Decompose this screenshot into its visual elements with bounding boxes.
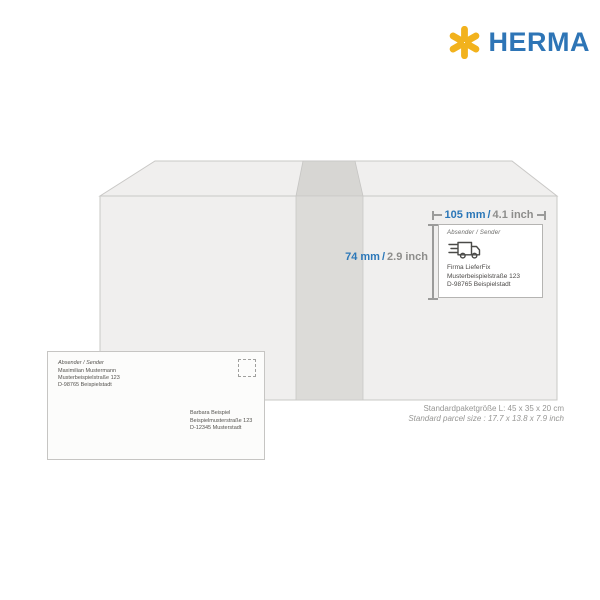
- herma-logo: [448, 26, 591, 59]
- width-mm-value: 105 mm: [444, 208, 486, 221]
- envelope-recipient-name: Barbara Beispiel: [190, 410, 231, 416]
- parcel-size-caption: [408, 404, 564, 424]
- envelope-sender-city: D-98765 Beispielstadt: [58, 382, 112, 388]
- envelope-sender-street: Musterbeispielstraße 123: [58, 375, 120, 381]
- dimension-separator: /: [381, 251, 386, 263]
- height-inch-value: 2.9 inch: [387, 251, 428, 263]
- parcel-size-imperial: Standard parcel size : 17.7 x 13.8 x 7.9 inch: [408, 414, 564, 423]
- brand-name: HERMA: [488, 27, 590, 57]
- parcel-size-metric: Standardpaketgröße L: 45 x 35 x 20 cm: [423, 404, 564, 413]
- envelope-recipient-street: Beispielmusterstraße 123: [190, 417, 253, 424]
- parcel-tape-front: [296, 196, 363, 400]
- label-sender-caption: Absender / Sender: [447, 230, 501, 236]
- dimension-line: [432, 224, 434, 300]
- dimension-line: [434, 214, 442, 216]
- herma-asterisk-icon: [448, 26, 481, 59]
- dimension-endcap-right: [544, 211, 546, 220]
- label-company: Firma LieferFix: [447, 264, 491, 271]
- label-address-block: [447, 264, 538, 290]
- delivery-truck-icon: [447, 239, 538, 262]
- height-dimension-line: [428, 224, 438, 300]
- envelope-sender-name: Maximilian Mustermann: [58, 368, 117, 374]
- width-dimension: [432, 208, 546, 222]
- envelope: [47, 351, 265, 460]
- stamp-placeholder: [238, 359, 256, 377]
- envelope-recipient-city: D-12345 Musterstadt: [190, 425, 242, 431]
- envelope-recipient-block: [190, 410, 252, 433]
- label-street: Musterbeispielstraße 123: [447, 272, 520, 280]
- height-dimension-text: [345, 251, 428, 263]
- envelope-sender-block: [58, 360, 120, 389]
- dimension-line: [537, 214, 545, 216]
- shipping-label: [438, 224, 543, 298]
- height-mm-value: 74 mm: [345, 251, 380, 263]
- dimension-separator: /: [487, 208, 491, 221]
- envelope-sender-caption: Absender / Sender: [58, 360, 104, 366]
- label-city: D-98765 Beispielstadt: [447, 281, 511, 288]
- dimension-endcap-bottom: [428, 298, 438, 300]
- parcel-tape-top: [296, 161, 363, 196]
- width-inch-value: 4.1 inch: [492, 208, 534, 221]
- width-dimension-text: [442, 210, 537, 221]
